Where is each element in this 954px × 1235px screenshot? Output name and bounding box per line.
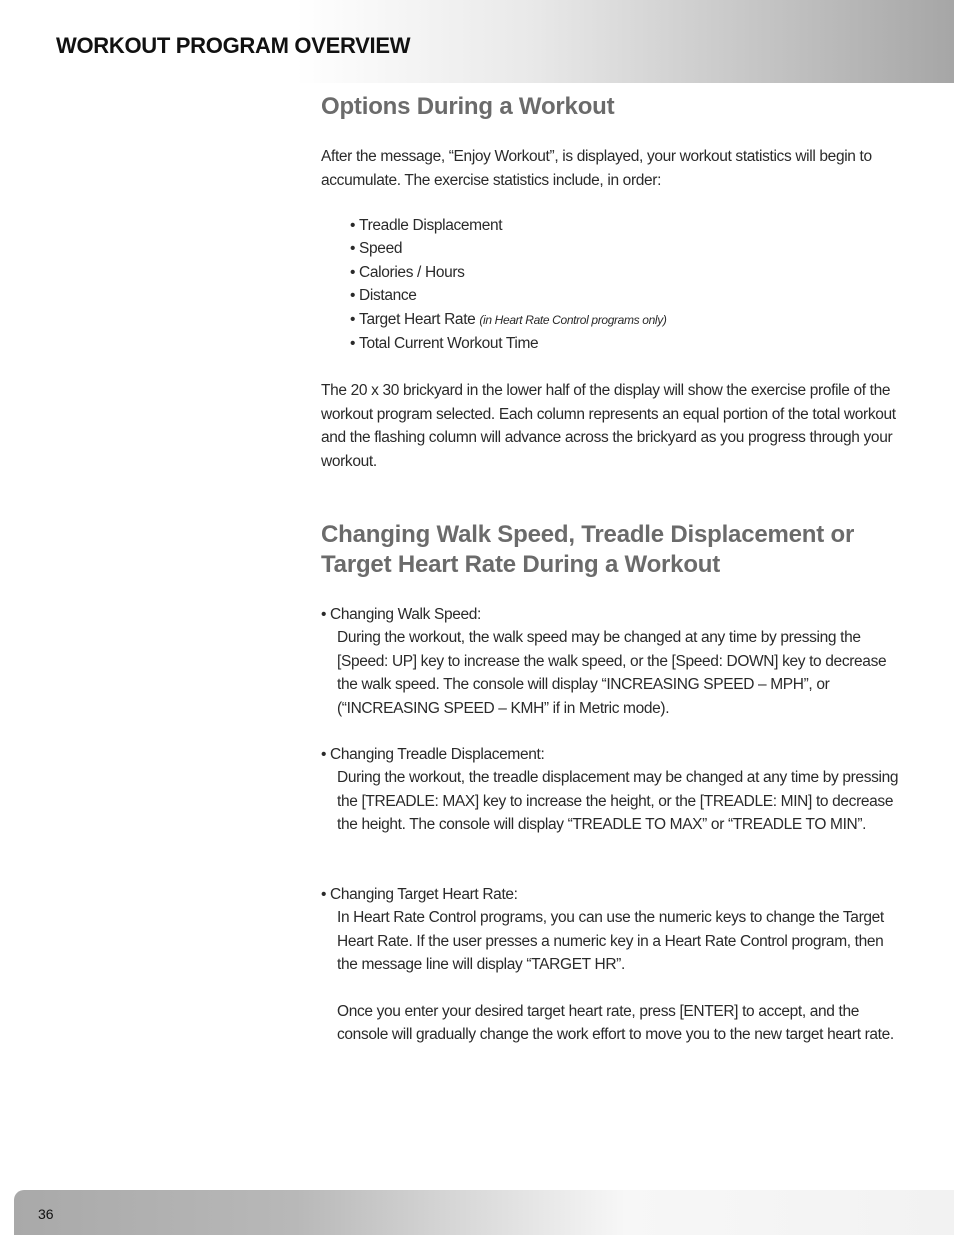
section-heading-changing: Changing Walk Speed, Treadle Displacement or Target Heart Rate During a Workout bbox=[321, 521, 855, 578]
item-title: • Changing Treadle Displacement: bbox=[321, 743, 903, 766]
intro-paragraph: After the message, “Enjoy Workout”, is displayed, your workout statistics will begin to accumulate. The exercise statistics include, in order: bbox=[321, 148, 872, 189]
treadle-displacement-item bbox=[321, 743, 903, 837]
item-extra: Once you enter your desired target heart rate, press [ENTER] to accept, and the console will gradually change the work effort to move you to the new target heart rate. bbox=[337, 1003, 894, 1044]
footer-bar bbox=[14, 1190, 954, 1235]
item-body: During the workout, the treadle displacement may be changed at any time by pressing the [TREADLE: MAX] key to increase the height, or the [TREADLE: MIN] to decrease the height. The console will display “TREADLE TO MAX” or “TREADLE TO MIN”. bbox=[337, 769, 899, 834]
section-heading-options: Options During a Workout bbox=[321, 93, 615, 120]
walk-speed-item bbox=[321, 603, 903, 720]
list-item: • Distance bbox=[350, 284, 667, 307]
item-body: In Heart Rate Control programs, you can use the numeric keys to change the Target Heart Rate. If the user presses a numeric key in a Heart Rate Control program, then the message line will display “TARGET HR”. bbox=[337, 909, 884, 974]
list-item: • Treadle Displacement bbox=[350, 214, 667, 237]
list-item: • Speed bbox=[350, 237, 667, 260]
list-item: • Calories / Hours bbox=[350, 261, 667, 284]
list-item-note: (in Heart Rate Control programs only) bbox=[479, 312, 667, 327]
page-title: WORKOUT PROGRAM OVERVIEW bbox=[56, 33, 411, 58]
item-body: During the workout, the walk speed may be changed at any time by pressing the [Speed: UP] key to increase the walk speed, or the [Speed: DOWN] key to decrease the walk speed. The console will display “INCREASING SPEED – MPH”, or (“INCREASING SPEED – KMH” if in Metric mode). bbox=[337, 629, 887, 717]
list-item: • Total Current Workout Time bbox=[350, 332, 667, 355]
item-title: • Changing Walk Speed: bbox=[321, 603, 903, 626]
page-number: 36 bbox=[38, 1206, 54, 1222]
target-heart-rate-item bbox=[321, 883, 903, 1047]
stats-list bbox=[350, 214, 667, 355]
list-item: • Target Heart Rate (in Heart Rate Control programs only) bbox=[350, 308, 667, 332]
item-title: • Changing Target Heart Rate: bbox=[321, 883, 903, 906]
brickyard-paragraph: The 20 x 30 brickyard in the lower half of the display will show the exercise profile of the workout program selected. Each column represents an equal portion of the total workout and the flashing column will advance across the brickyard as you progress through your workout. bbox=[321, 382, 896, 470]
